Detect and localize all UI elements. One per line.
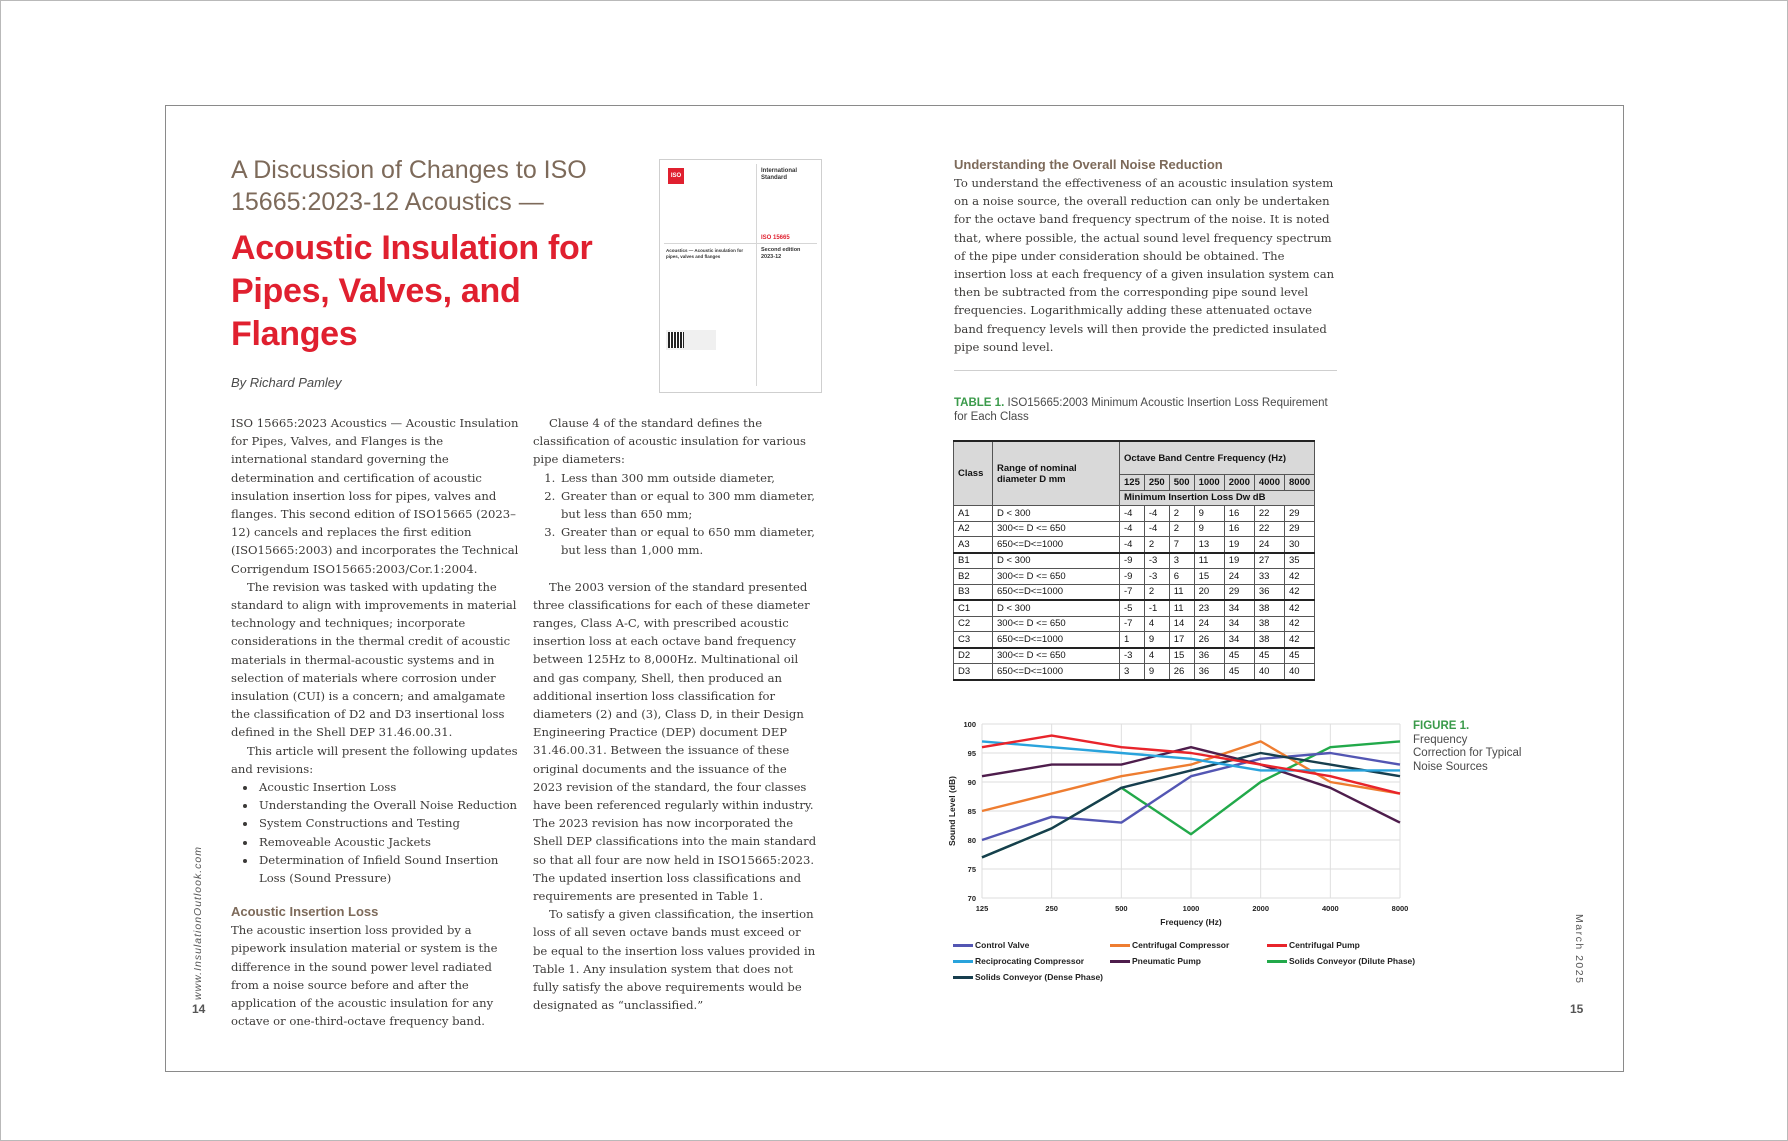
page-number-right: 15 [1570, 1002, 1584, 1016]
cell-value: -3 [1144, 553, 1169, 569]
cell-value: 2 [1144, 537, 1169, 553]
section-heading: Acoustic Insertion Loss [231, 904, 379, 920]
column-header-range: Range of nominal diameter D mm [993, 441, 1120, 506]
y-tick-label: 100 [963, 720, 976, 729]
cell-value: 7 [1169, 537, 1194, 553]
cell-value: 27 [1254, 553, 1284, 569]
cover-edition: Second edition 2023-12 [761, 247, 801, 260]
cell-value: 19 [1224, 553, 1254, 569]
cell-value: 35 [1285, 553, 1315, 569]
x-tick-label: 8000 [1391, 904, 1409, 913]
freq-header: 250 [1144, 475, 1169, 491]
cell-value: 45 [1224, 648, 1254, 664]
freq-header: 4000 [1254, 475, 1284, 491]
table-row [954, 632, 1315, 648]
freq-header: 500 [1169, 475, 1194, 491]
table-row [954, 664, 1315, 680]
cell-value: 29 [1285, 521, 1315, 537]
cell-value: 42 [1285, 569, 1315, 585]
article-kicker: A Discussion of Changes to ISO 15665:2023-12 Acoustics — [231, 156, 587, 216]
cell-value: -9 [1120, 569, 1145, 585]
paragraph: The acoustic insertion loss provided by a pipework insulation material or system is the difference in the sound power level radiated from a noise source before and after the application of the acoustic insulation for any octave or one-third-octave frequency band. [231, 923, 498, 1029]
cover-label: International Standard [761, 168, 798, 181]
cell-value: 1 [1120, 632, 1145, 648]
cell-range: 300<= D <= 650 [993, 616, 1120, 632]
list-item: 2. Greater than or equal to 300 mm diameter, but less than 650 mm; [559, 487, 818, 523]
cell-class: C3 [954, 632, 993, 648]
cell-value: 3 [1169, 553, 1194, 569]
y-tick-label: 85 [967, 807, 976, 816]
legend-item [953, 956, 1084, 966]
cell-value: -4 [1144, 506, 1169, 522]
cell-class: A2 [954, 521, 993, 537]
cell-class: B1 [954, 553, 993, 569]
paragraph: To understand the effectiveness of an acoustic insulation system on a noise source, the overall reduction can only be undertaken for the octave band frequency spectrum of the noise. It is noted that, where possible, the actual sound level frequency spectrum of the pipe under consideration should be obtained. The insertion loss at each frequency of a given insulation system can then be subtracted from the corresponding pipe sound level frequencies. Logarithmically adding these attenuated octave band frequency levels will then provide the predicted insulated pipe sound level. [954, 176, 1335, 354]
cell-value: -5 [1120, 600, 1145, 616]
cell-value: 45 [1224, 664, 1254, 680]
freq-header: 2000 [1224, 475, 1254, 491]
paragraph: Clause 4 of the standard defines the classification of acoustic insulation for various pipe diameters: [533, 416, 806, 467]
legend-swatch-icon [1267, 944, 1287, 947]
cell-range: D < 300 [993, 506, 1120, 522]
cell-value: 9 [1194, 521, 1224, 537]
legend-item [1267, 940, 1360, 950]
paragraph: The revision was tasked with updating the standard to align with improvements in material technology and techniques; incorporate considerations in the thermal credit of acoustic materials in thermal-acoustic systems and in selection of materials where corrosion under insulation (CUI) is a concern; and amalgamate the classification of D2 and D3 insertional loss defined in the Shell DEP 31.46.00.31. [231, 579, 517, 740]
legend-item [1110, 940, 1229, 950]
x-tick-label: 250 [1045, 904, 1058, 913]
paragraph: ISO 15665:2023 Acoustics — Acoustic Insulation for Pipes, Valves, and Flanges is the international standard governing the determination and certification of acoustic insulation insertion loss for pipes, valves and flanges. This second edition of ISO15665 (2023–12) cancels and replaces the first edition (ISO15665:2003) and incorporates the Technical Corrigendum ISO15665:2003/Cor.1:2004. [231, 416, 519, 576]
byline: By Richard Pamley [231, 375, 342, 390]
cell-value: 16 [1224, 521, 1254, 537]
x-axis-label: Frequency (Hz) [1160, 917, 1222, 927]
table-row [954, 584, 1315, 600]
x-tick-label: 4000 [1321, 904, 1339, 913]
section-heading: Understanding the Overall Noise Reduction [954, 157, 1223, 172]
cell-value: 4 [1144, 616, 1169, 632]
legend-label: Centrifugal Compressor [1132, 940, 1230, 950]
legend-label: Reciprocating Compressor [975, 956, 1085, 966]
issue-date: March 2025 [1573, 914, 1585, 985]
cell-value: 11 [1169, 600, 1194, 616]
legend-label: Solids Conveyor (Dense Phase) [975, 972, 1104, 982]
x-tick-label: 1000 [1182, 904, 1200, 913]
sub-header-min-loss: Minimum Insertion Loss Dw dB [1120, 490, 1315, 506]
cell-value: 11 [1194, 553, 1224, 569]
y-tick-label: 75 [967, 865, 976, 874]
table-caption-text: ISO15665:2003 Minimum Acoustic Insertion Loss Requirement for Each Class [954, 397, 1328, 423]
cell-value: -7 [1120, 584, 1145, 600]
legend-item [1110, 956, 1201, 966]
iso-logo-icon: ISO [668, 168, 684, 184]
cell-value: 40 [1254, 664, 1284, 680]
cell-value: 23 [1194, 600, 1224, 616]
cell-class: B2 [954, 569, 993, 585]
qr-code-icon [668, 332, 684, 348]
legend-item [1267, 956, 1415, 966]
freq-header: 1000 [1194, 475, 1224, 491]
table-row [954, 506, 1315, 522]
cell-value: 9 [1144, 664, 1169, 680]
cell-value: 3 [1120, 664, 1145, 680]
cell-value: 14 [1169, 616, 1194, 632]
cell-value: 42 [1285, 584, 1315, 600]
table-caption [954, 397, 1334, 424]
cell-range: 300<= D <= 650 [993, 648, 1120, 664]
cell-value: 45 [1285, 648, 1315, 664]
cover-divider [664, 243, 817, 244]
cell-range: D < 300 [993, 600, 1120, 616]
list-item: • Determination of Infield Sound Insertion Loss (Sound Pressure) [257, 851, 521, 887]
cell-class: D2 [954, 648, 993, 664]
cell-range: 650<=D<=1000 [993, 664, 1120, 680]
cell-class: C1 [954, 600, 993, 616]
cell-class: A3 [954, 537, 993, 553]
article-headline: Acoustic Insulation for Pipes, Valves, and Flanges [231, 229, 593, 353]
cell-class: B3 [954, 584, 993, 600]
x-tick-label: 2000 [1252, 904, 1270, 913]
cell-value: -9 [1120, 553, 1145, 569]
cell-value: 19 [1224, 537, 1254, 553]
cell-value: 42 [1285, 632, 1315, 648]
cell-value: 29 [1224, 584, 1254, 600]
list-item: • Understanding the Overall Noise Reduction [257, 796, 521, 814]
cell-value: -4 [1120, 521, 1145, 537]
cover-standard-number: ISO 15665 [761, 235, 790, 241]
legend-label: Pneumatic Pump [1132, 956, 1201, 966]
paragraph: To satisfy a given classification, the insertion loss of all seven octave bands must exceed or be equal to the insertion loss values provided in Table 1. Any insulation system that does not fully satisfy the above requirements would be designated as “unclassified.” [533, 907, 816, 1013]
legend-swatch-icon [1267, 960, 1287, 963]
cell-value: 24 [1194, 616, 1224, 632]
cell-value: 26 [1169, 664, 1194, 680]
legend-label: Centrifugal Pump [1289, 940, 1360, 950]
cell-value: -3 [1120, 648, 1145, 664]
cell-value: -4 [1120, 537, 1145, 553]
cell-class: C2 [954, 616, 993, 632]
chart-legend [953, 940, 1423, 990]
divider [954, 370, 1337, 371]
cell-value: 22 [1254, 521, 1284, 537]
cell-value: 22 [1254, 506, 1284, 522]
cell-value: 42 [1285, 600, 1315, 616]
cell-value: -4 [1144, 521, 1169, 537]
freq-header: 125 [1120, 475, 1145, 491]
list-item: • Acoustic Insertion Loss [257, 778, 521, 796]
cell-range: 650<=D<=1000 [993, 584, 1120, 600]
cell-value: 42 [1285, 616, 1315, 632]
y-tick-label: 95 [967, 749, 976, 758]
cell-class: A1 [954, 506, 993, 522]
cell-value: 24 [1254, 537, 1284, 553]
cell-value: 9 [1144, 632, 1169, 648]
cell-range: 300<= D <= 650 [993, 521, 1120, 537]
page-number-left: 14 [192, 1002, 206, 1016]
article-column-3 [954, 156, 1339, 356]
cell-value: 6 [1169, 569, 1194, 585]
cell-value: 34 [1224, 616, 1254, 632]
cover-divider [756, 164, 757, 386]
table-row [954, 648, 1315, 664]
cell-value: 34 [1224, 600, 1254, 616]
y-tick-label: 80 [967, 836, 976, 845]
cover-title: Acoustics — Acoustic insulation for pipes, valves and flanges [666, 248, 744, 259]
table-row [954, 569, 1315, 585]
cell-value: 36 [1254, 584, 1284, 600]
legend-label: Solids Conveyor (Dilute Phase) [1289, 956, 1416, 966]
y-axis-label: Sound Level (dB) [947, 776, 957, 846]
cell-value: 4 [1144, 648, 1169, 664]
cell-value: 34 [1224, 632, 1254, 648]
list-item: 3. Greater than or equal to 650 mm diameter, but less than 1,000 mm. [559, 523, 818, 559]
cell-value: 38 [1254, 632, 1284, 648]
legend-swatch-icon [953, 944, 973, 947]
paragraph: The 2003 version of the standard presented three classifications for each of these diameter ranges, Class A-C, with prescribed acoustic insertion loss at each octave band frequency between 125Hz to 8,000Hz. Multinational oil and gas company, Shell, then produced an additional insertion loss classification for diameters (2) and (3), Class D, in their Design Engineering Practice (DEP) document DEP 31.46.00.31. Between the issuance of these original documents and the issuance of the 2023 revision of the standard, the four classes have been referenced regularly within industry. The 2023 revision has now incorporated the Shell DEP classifications into the main standard so that all four are now held in ISO15665:2023. The updated insertion loss classifications and requirements are presented in Table 1. [533, 579, 817, 904]
cell-value: 11 [1169, 584, 1194, 600]
figure-caption-text: Frequency Correction for Typical Noise Sources [1413, 733, 1522, 773]
cell-value: 24 [1224, 569, 1254, 585]
y-tick-label: 70 [967, 894, 976, 903]
cell-value: 13 [1194, 537, 1224, 553]
legend-item [953, 940, 1029, 950]
paragraph: This article will present the following updates and revisions: [231, 743, 518, 776]
cell-value: 2 [1169, 506, 1194, 522]
cell-value: 40 [1285, 664, 1315, 680]
cell-value: 29 [1285, 506, 1315, 522]
table-row [954, 600, 1315, 616]
legend-swatch-icon [953, 960, 973, 963]
revision-topics-list [231, 778, 521, 887]
legend-swatch-icon [1110, 944, 1130, 947]
iso-standard-cover-image [659, 159, 822, 393]
legend-swatch-icon [953, 976, 973, 979]
cell-range: 650<=D<=1000 [993, 537, 1120, 553]
column-header-class: Class [954, 441, 993, 506]
table-row [954, 616, 1315, 632]
cell-value: 2 [1169, 521, 1194, 537]
website-url: www.InsulationOutlook.com [192, 846, 204, 1000]
cell-value: 15 [1194, 569, 1224, 585]
insertion-loss-table [953, 440, 1315, 681]
list-item: 1. Less than 300 mm outside diameter, [559, 469, 818, 487]
cell-value: 2 [1144, 584, 1169, 600]
legend-item [953, 972, 1103, 982]
x-tick-label: 500 [1115, 904, 1128, 913]
cell-value: -7 [1120, 616, 1145, 632]
article-column-2 [533, 414, 818, 1015]
cell-value: 33 [1254, 569, 1284, 585]
y-tick-label: 90 [967, 778, 976, 787]
x-tick-label: 125 [975, 904, 989, 913]
cell-value: 17 [1169, 632, 1194, 648]
cell-value: 20 [1194, 584, 1224, 600]
cell-value: 16 [1224, 506, 1254, 522]
cell-value: 9 [1194, 506, 1224, 522]
cell-value: 38 [1254, 616, 1284, 632]
figure-label: FIGURE 1. [1413, 720, 1470, 732]
cell-range: 650<=D<=1000 [993, 632, 1120, 648]
cell-value: 26 [1194, 632, 1224, 648]
legend-label: Control Valve [975, 940, 1030, 950]
cell-value: 36 [1194, 664, 1224, 680]
cell-class: D3 [954, 664, 993, 680]
cell-value: -4 [1120, 506, 1145, 522]
table-row [954, 553, 1315, 569]
cell-value: 36 [1194, 648, 1224, 664]
cell-value: -1 [1144, 600, 1169, 616]
list-item: • System Constructions and Testing [257, 814, 521, 832]
frequency-correction-line-chart [945, 712, 1410, 937]
cell-value: 45 [1254, 648, 1284, 664]
cell-range: D < 300 [993, 553, 1120, 569]
legend-swatch-icon [1110, 960, 1130, 963]
diameter-classification-list [533, 469, 818, 560]
article-column-1 [231, 414, 521, 1031]
cell-value: 30 [1285, 537, 1315, 553]
freq-header: 8000 [1285, 475, 1315, 491]
column-header-frequency: Octave Band Centre Frequency (Hz) [1120, 441, 1315, 475]
cell-value: 38 [1254, 600, 1284, 616]
list-item: • Removeable Acoustic Jackets [257, 833, 521, 851]
cell-range: 300<= D <= 650 [993, 569, 1120, 585]
cell-value: 15 [1169, 648, 1194, 664]
cell-value: -3 [1144, 569, 1169, 585]
table-row [954, 521, 1315, 537]
figure-caption [1413, 720, 1523, 774]
table-label: TABLE 1. [954, 397, 1005, 409]
table-row [954, 537, 1315, 553]
